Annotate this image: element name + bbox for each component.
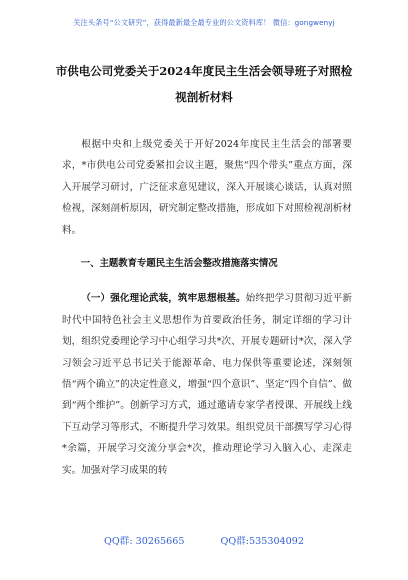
document-title: [48, 58, 360, 110]
section-heading-1: 一、主题教育专题民主生活会整改措施落实情况: [80, 258, 278, 270]
title-line-1: 市供电公司党委关于2024年度民主生活会领导班子对照检: [55, 64, 353, 78]
footer: [0, 533, 408, 547]
footer-qq-group-1: QQ群: 30265665: [104, 536, 185, 547]
header-banner: 关注头条号“公文研究”，获得最新最全最专业的公文资料库！ 微信：gongwenyj: [73, 18, 335, 27]
footer-qq-group-2: QQ群:535304092: [220, 536, 304, 547]
document-body: [62, 134, 352, 481]
title-line-2: 视剖析材料: [175, 90, 233, 104]
intro-paragraph: 根据中央和上级党委关于开好2024年度民主生活会的部署要求，*市供电公司党委紧扣会议主题，聚焦“四个带头”重点方面，深入开展学习研讨，广泛征求意见建议，深入开展谈心谈话，认真对照检视，深刻剖析原因，研究制定整改措施，形成如下对照检视剖析材料。: [62, 139, 352, 236]
subsection-body-1: 始终把学习贯彻习近平新时代中国特色社会主义思想作为首要政治任务，制定详细的学习计划，组织党委理论学习中心组学习共*次、开展专题研讨*次，深入学习领会习近平总书记关于能源革命、电力保供等重要论述，深刻领悟“两个确立”的决定性意义，增强“四个意识”、坚定“四个自信”、做到“两个维护”。创新学习方式，通过邀请专家学者授课、开展线上线下互动学习等形式，不断提升学习效果。组织党员干部撰写学习心得*余篇，开展学习交流分享会*次，推动理论学习入脑入心、走深走实。加强对学习成果的转: [62, 293, 353, 476]
subsection-heading-1: （一）强化理论武装，筑牢思想根基。: [81, 293, 246, 305]
subsection-paragraph-1: [62, 288, 352, 481]
